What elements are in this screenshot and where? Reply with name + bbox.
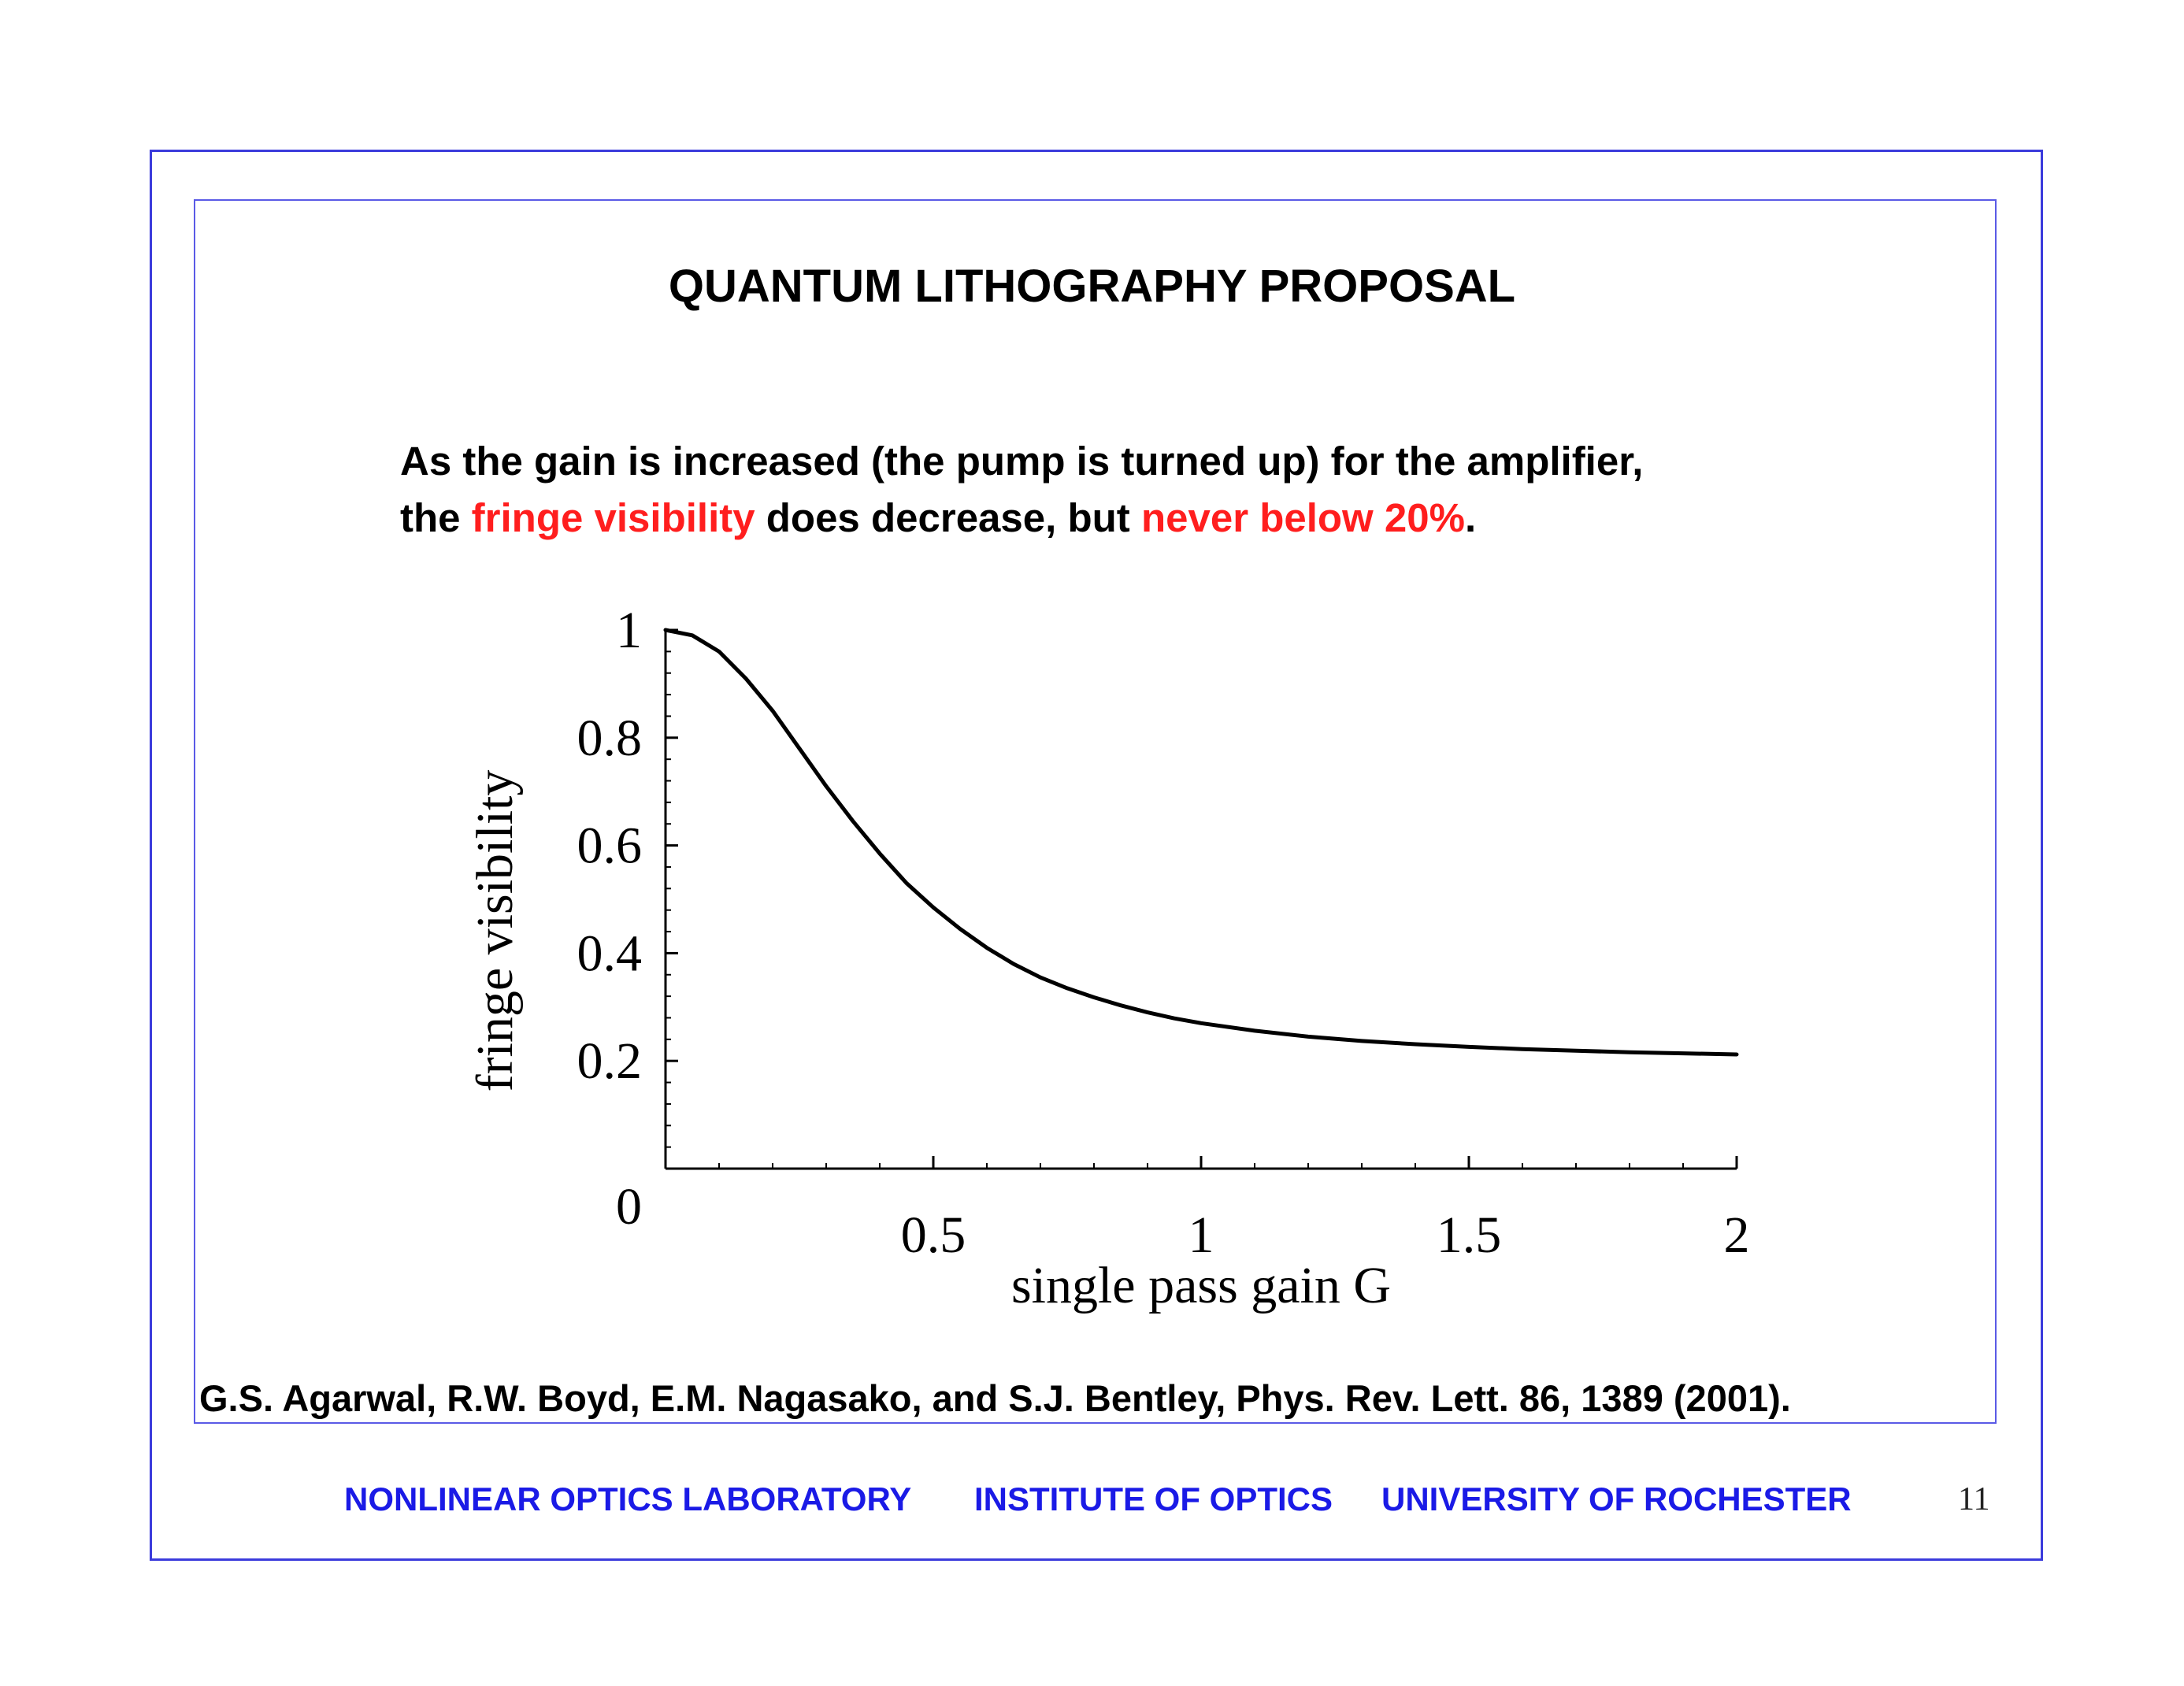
statement-text: . (1464, 495, 1477, 540)
x-tick-label: 1 (1188, 1206, 1214, 1264)
footer-institute-name: INSTITUTE OF OPTICS (974, 1480, 1333, 1517)
y-tick-label: 0.6 (577, 817, 642, 875)
visibility-curve (666, 630, 1737, 1054)
y-tick-label: 0.4 (577, 925, 642, 983)
chart-plot-area (466, 602, 1750, 1314)
y-tick-label: 0 (616, 1178, 642, 1236)
y-axis-label: fringe visibility (466, 769, 524, 1092)
citation: G.S. Agarwal, R.W. Boyd, E.M. Nagasako, and S.J. Bentley, Phys. Rev. Lett. 86, 1389 (2001). (199, 1377, 1791, 1419)
x-tick-label: 2 (1723, 1206, 1750, 1264)
x-axis-label: single pass gain G (1010, 1257, 1392, 1314)
highlight-never-below: never below 20% (1140, 495, 1465, 540)
y-tick-label: 0.2 (577, 1032, 642, 1091)
highlight-fringe-visibility: fringe visibility (471, 495, 755, 540)
x-tick-label: 0.5 (900, 1206, 966, 1264)
x-tick-label: 1.5 (1436, 1206, 1502, 1264)
slide-title: QUANTUM LITHOGRAPHY PROPOSAL (668, 261, 1516, 312)
statement-line-1: As the gain is increased (the pump is turned up) for the amplifier, (400, 439, 1644, 484)
y-tick-label: 0.8 (577, 709, 642, 767)
footer-lab-name: NONLINEAR OPTICS LABORATORY (344, 1480, 912, 1517)
y-tick-label: 1 (616, 602, 642, 659)
footer-university-name: UNIVERSITY OF ROCHESTER (1381, 1480, 1852, 1517)
statement-text: the (400, 495, 472, 540)
page-number: 11 (1958, 1481, 1990, 1517)
statement-text: does decrease, but (755, 495, 1141, 540)
